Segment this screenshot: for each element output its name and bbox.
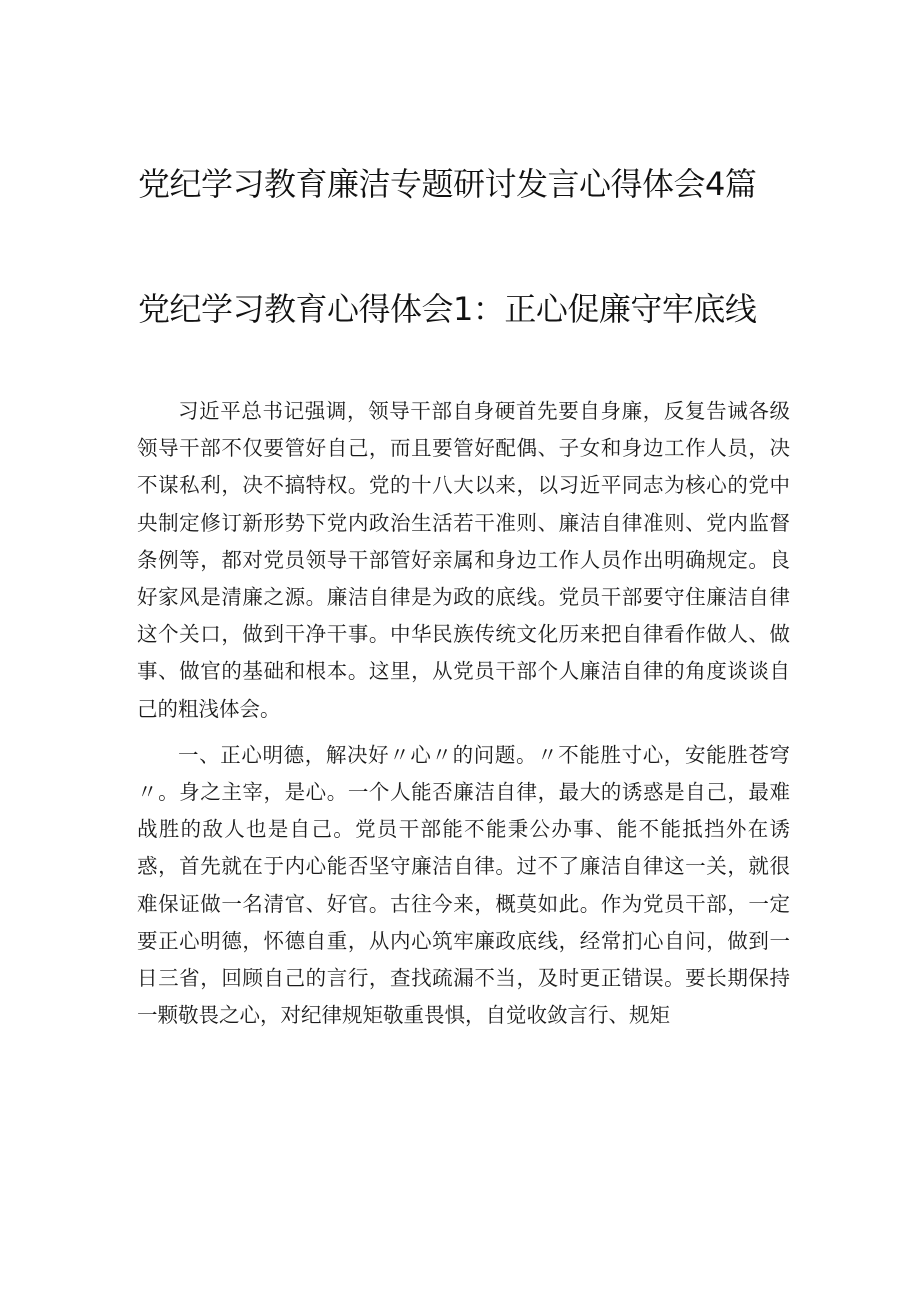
section-title: 党纪学习教育心得体会1：正心促廉守牢底线 (138, 290, 757, 328)
body-paragraph-2: 一、正心明德，解决好〃心〃的问题。〃不能胜寸心，安能胜苍穹〃。身之主宰，是心。一个人能否廉洁自律，最大的诱惑是自己，最难战胜的敌人也是自己。党员干部能不能秉公办事、能不能抵挡外在诱惑，首先就在于内心能否坚守廉洁自律。过不了廉洁自律这一关，就很难保证做一名清官、好官。古往今来，概莫如此。作为党员干部，一定要正心明德，怀德自重，从内心筑牢廉政底线，经常扪心自问，做到一日三省，回顾自己的言行，查找疏漏不当，及时更正错误。要长期保持一颗敬畏之心，对纪律规矩敬重畏惧，自觉收敛言行、规矩 (137, 742, 790, 1028)
document-title: 党纪学习教育廉洁专题研讨发言心得体会4篇 (138, 165, 757, 203)
body-paragraph-1: 习近平总书记强调，领导干部自身硬首先要自身廉，反复告诫各级领导干部不仅要管好自己，而且要管好配偶、子女和身边工作人员，决不谋私利，决不搞特权。党的十八大以来，以习近平同志为核心的党中央制定修订新形势下党内政治生活若干准则、廉洁自律准则、党内监督条例等，都对党员领导干部管好亲属和身边工作人员作出明确规定。良好家风是清廉之源。廉洁自律是为政的底线。党员干部要守住廉洁自律这个关口，做到干净干事。中华民族传统文化历来把自律看作做人、做事、做官的基础和根本。这里，从党员干部个人廉洁自律的角度谈谈自己的粗浅体会。 (137, 399, 790, 721)
document-body (137, 393, 790, 1034)
